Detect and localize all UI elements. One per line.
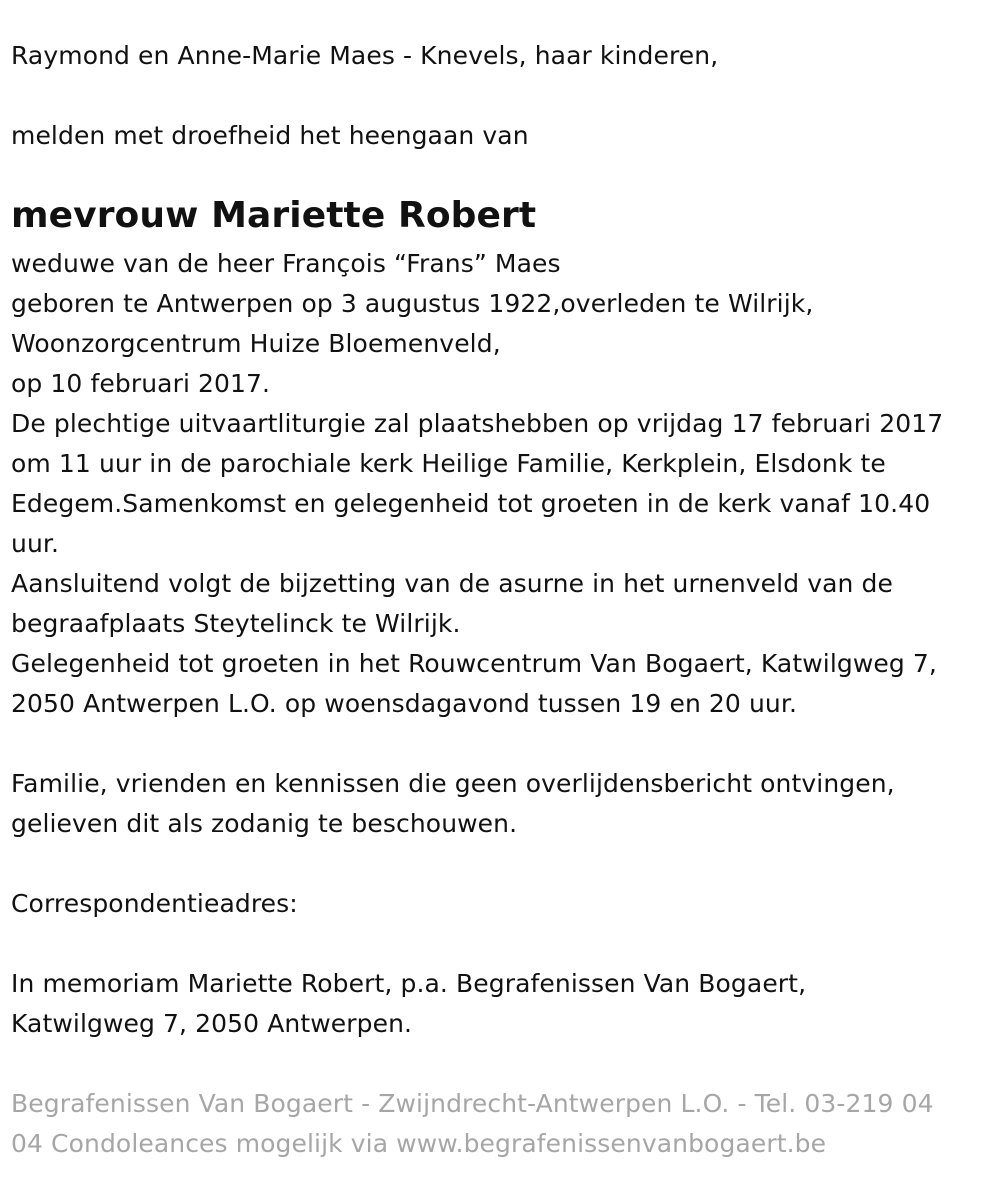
detail-line: Edegem.Samenkomst en gelegenheid tot groeten in de kerk vanaf 10.40 <box>11 489 931 518</box>
funeral-home-footer-line: Begrafenissen Van Bogaert - Zwijndrecht-Antwerpen L.O. - Tel. 03-219 04 <box>11 1089 934 1118</box>
detail-line: weduwe van de heer François “Frans” Maes <box>11 249 561 278</box>
detail-line: Aansluitend volgt de bijzetting van de asurne in het urnenveld van de <box>11 569 893 598</box>
detail-line: geboren te Antwerpen op 3 augustus 1922,overleden te Wilrijk, <box>11 289 814 318</box>
detail-line: om 11 uur in de parochiale kerk Heilige Familie, Kerkplein, Elsdonk te <box>11 449 886 478</box>
notice-line: Familie, vrienden en kennissen die geen overlijdensbericht ontvingen, <box>11 769 895 798</box>
correspondence-label: Correspondentieadres: <box>11 889 298 918</box>
notice-line: gelieven dit als zodanig te beschouwen. <box>11 809 518 838</box>
correspondence-address-line: Katwilgweg 7, 2050 Antwerpen. <box>11 1009 413 1038</box>
detail-line: 2050 Antwerpen L.O. op woensdagavond tussen 19 en 20 uur. <box>11 689 798 718</box>
announcers-line: Raymond en Anne-Marie Maes - Knevels, haar kinderen, <box>11 41 719 70</box>
detail-line: Gelegenheid tot groeten in het Rouwcentrum Van Bogaert, Katwilgweg 7, <box>11 649 937 678</box>
detail-line: op 10 februari 2017. <box>11 369 271 398</box>
detail-line: begraafplaats Steytelinck te Wilrijk. <box>11 609 461 638</box>
detail-line: De plechtige uitvaartliturgie zal plaatshebben op vrijdag 17 februari 2017 <box>11 409 944 438</box>
deceased-name: mevrouw Mariette Robert <box>11 195 537 236</box>
announce-text: melden met droefheid het heengaan van <box>11 121 529 150</box>
detail-line: uur. <box>11 529 60 558</box>
correspondence-address-line: In memoriam Mariette Robert, p.a. Begrafenissen Van Bogaert, <box>11 969 807 998</box>
funeral-home-footer-line: 04 Condoleances mogelijk via www.begrafenissenvanbogaert.be <box>11 1129 827 1158</box>
detail-line: Woonzorgcentrum Huize Bloemenveld, <box>11 329 501 358</box>
